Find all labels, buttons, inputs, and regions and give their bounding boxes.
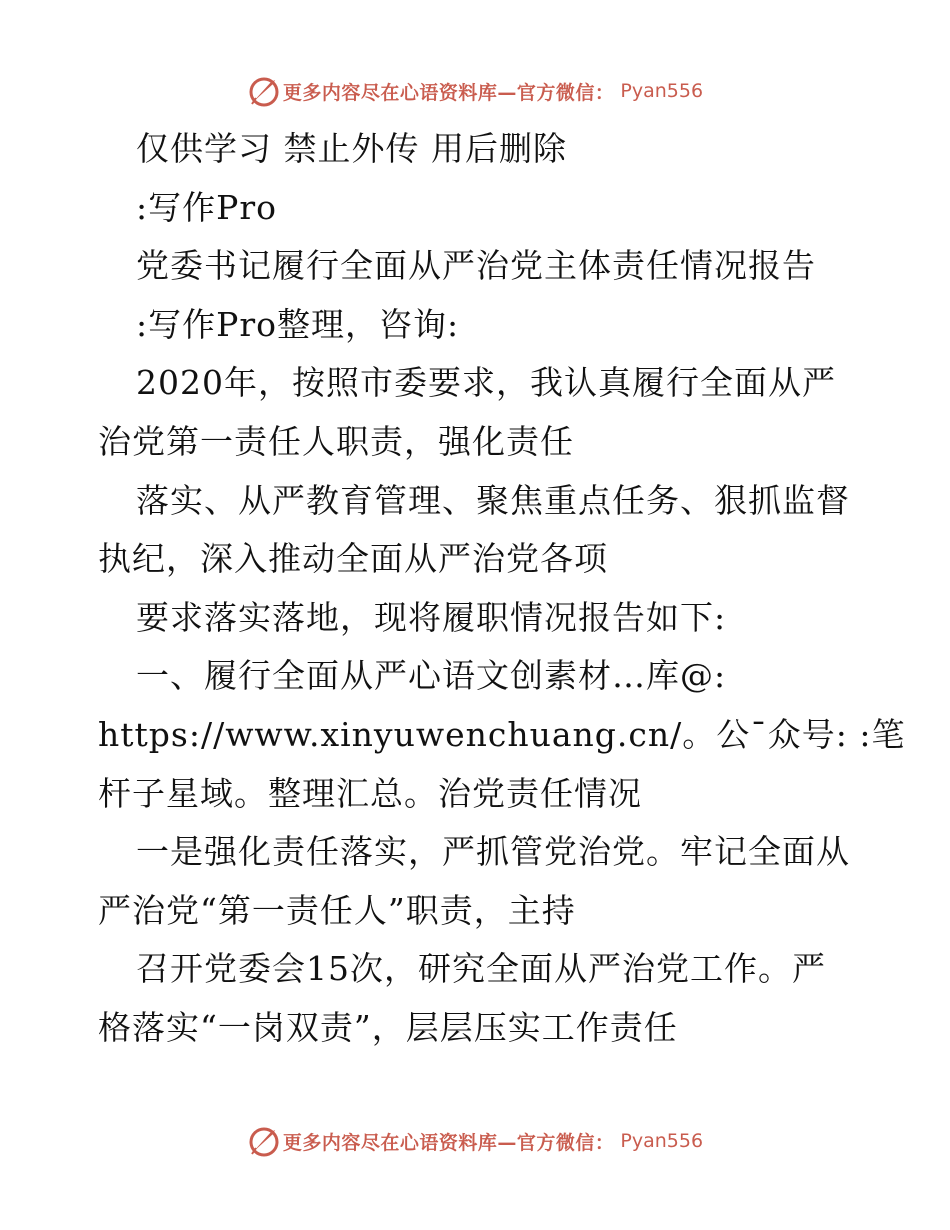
text-line: :写作Pro xyxy=(136,187,277,227)
text-line: 治党第一责任人职责，强化责任 xyxy=(98,421,574,461)
header-banner-handle: Pyan556 xyxy=(620,80,704,102)
text-line: 一、履行全面从严心语文创素材…库@: xyxy=(136,656,727,696)
text-line: 仅供学习 禁止外传 用后删除 xyxy=(136,129,567,168)
text-line: 执纪，深入推动全面从严治党各项 xyxy=(98,539,608,579)
text-line: https://www.xinyuwenchuang.cn/。公¯众号: :笔 xyxy=(98,714,906,754)
text-line: 召开党委会15次，研究全面从严治党工作。严 xyxy=(136,949,826,989)
footer-banner-text: 更多内容尽在心语资料库—官方微信： xyxy=(282,1131,615,1154)
quill-logo-icon xyxy=(247,74,281,108)
footer-banner xyxy=(0,1119,950,1163)
text-line: 杆子星域。整理汇总。治党责任情况 xyxy=(98,773,642,813)
text-line: 党委书记履行全面从严治党主体责任情况报告 xyxy=(136,246,816,286)
quill-logo-icon xyxy=(247,1124,281,1158)
text-line: 要求落实落地，现将履职情况报告如下: xyxy=(136,597,727,637)
text-line: :写作Pro整理，咨询: xyxy=(136,304,460,344)
text-line: 2020年，按照市委要求，我认真履行全面从严 xyxy=(136,363,836,403)
text-line: 一是强化责任落实，严抓管党治党。牢记全面从 xyxy=(136,832,850,872)
text-line: 严治党“第一责任人”职责，主持 xyxy=(98,890,576,930)
document-body xyxy=(98,120,906,1058)
header-banner-text: 更多内容尽在心语资料库—官方微信： xyxy=(282,81,615,104)
header-banner xyxy=(0,69,950,113)
footer-banner-handle: Pyan556 xyxy=(620,1130,704,1152)
text-line: 格落实“一岗双责”，层层压实工作责任 xyxy=(98,1007,678,1047)
text-line: 落实、从严教育管理、聚焦重点任务、狠抓监督 xyxy=(136,480,850,520)
